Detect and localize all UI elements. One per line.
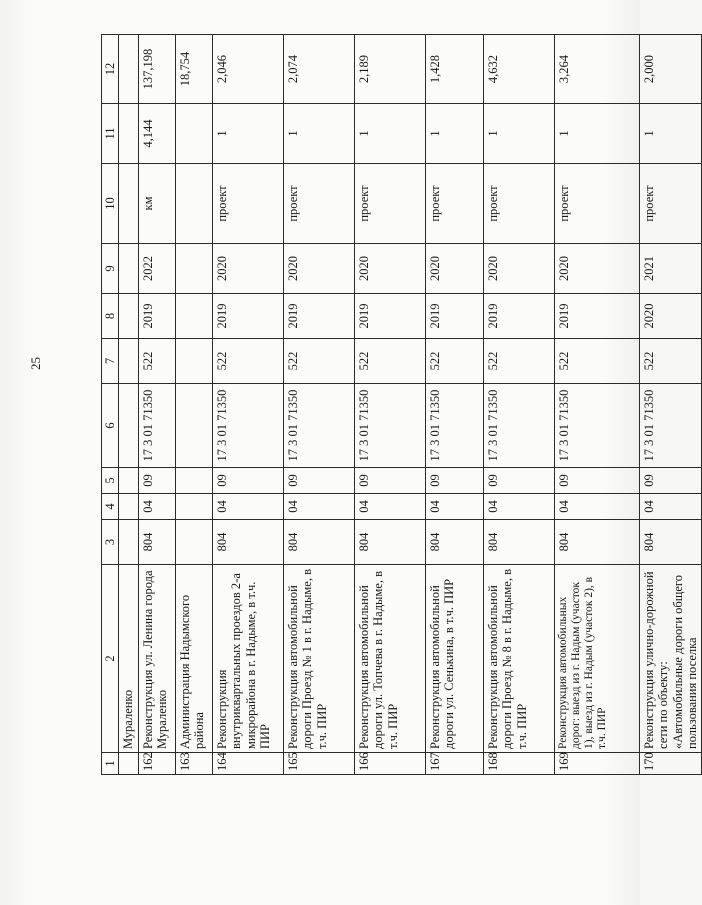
- table-cell: [175, 294, 212, 339]
- table-cell: 04: [554, 494, 639, 520]
- table-cell: [175, 520, 212, 565]
- rotated-table-container: [101, 35, 699, 775]
- table-cell: 522: [483, 339, 554, 384]
- table-cell: проект: [425, 164, 483, 244]
- table-row: [175, 35, 212, 775]
- table-cell: 09: [283, 468, 354, 494]
- table-cell: 09: [483, 468, 554, 494]
- page-number: 25: [28, 357, 43, 370]
- table-cell: 2020: [554, 244, 639, 294]
- table-cell: 04: [212, 494, 283, 520]
- column-header: 12: [102, 35, 119, 104]
- table-cell: 2019: [138, 294, 175, 339]
- table-row: [425, 35, 483, 775]
- table-cell: 2019: [212, 294, 283, 339]
- table-cell: 804: [639, 520, 702, 565]
- table-cell: 162: [138, 753, 175, 775]
- table-cell: 170: [639, 753, 702, 775]
- table-cell: [119, 104, 138, 164]
- road-objects-table: [101, 34, 702, 775]
- table-cell: 09: [212, 468, 283, 494]
- column-header: 2: [102, 565, 119, 753]
- table-cell: [175, 339, 212, 384]
- table-cell: Реконструкция автомобильной дороги ул. Топчева в г. Надыме, в т.ч. ПИР: [354, 565, 425, 753]
- table-cell: [119, 339, 138, 384]
- column-number-row: [102, 35, 119, 775]
- table-cell: 17 3 01 71350: [138, 384, 175, 468]
- table-cell: 04: [138, 494, 175, 520]
- table-cell: [119, 35, 138, 104]
- table-cell: проект: [639, 164, 702, 244]
- table-cell: 17 3 01 71350: [354, 384, 425, 468]
- table-cell: [175, 494, 212, 520]
- table-cell: 09: [554, 468, 639, 494]
- table-cell: 1: [354, 104, 425, 164]
- column-header: 5: [102, 468, 119, 494]
- table-cell: 04: [483, 494, 554, 520]
- table-cell: 2019: [354, 294, 425, 339]
- table-cell: 09: [138, 468, 175, 494]
- table-cell: 4,144: [138, 104, 175, 164]
- table-cell: 804: [138, 520, 175, 565]
- table-cell: 2,000: [639, 35, 702, 104]
- table-cell: 2,074: [283, 35, 354, 104]
- table-cell: 804: [212, 520, 283, 565]
- table-cell: 2020: [639, 294, 702, 339]
- table-cell: 1,428: [425, 35, 483, 104]
- table-cell: 2020: [354, 244, 425, 294]
- table-cell: 2019: [425, 294, 483, 339]
- column-header: 10: [102, 164, 119, 244]
- table-cell: 18,754: [175, 35, 212, 104]
- table-cell: 1: [425, 104, 483, 164]
- table-cell: 522: [283, 339, 354, 384]
- table-cell: 2,189: [354, 35, 425, 104]
- table-cell: 1: [554, 104, 639, 164]
- table-cell: Мураленко: [119, 565, 138, 753]
- table-cell: 522: [212, 339, 283, 384]
- table-cell: 137,198: [138, 35, 175, 104]
- table-cell: [119, 520, 138, 565]
- table-cell: 1: [639, 104, 702, 164]
- table-cell: 2019: [554, 294, 639, 339]
- table-cell: 163: [175, 753, 212, 775]
- table-cell: Реконструкция улично-дорожной сети по объекту: «Автомобильные дороги общего пользования поселка: [639, 565, 702, 753]
- table-cell: [119, 468, 138, 494]
- table-cell: 17 3 01 71350: [483, 384, 554, 468]
- table-cell: 17 3 01 71350: [639, 384, 702, 468]
- table-cell: Реконструкция внутриквартальных проездов 2-а микрорайона в г. Надыме, в т.ч. ПИР: [212, 565, 283, 753]
- table-cell: 09: [639, 468, 702, 494]
- table-cell: [119, 753, 138, 775]
- table-cell: [175, 244, 212, 294]
- table-cell: 1: [212, 104, 283, 164]
- table-cell: 2020: [425, 244, 483, 294]
- table-row: [212, 35, 283, 775]
- table-cell: проект: [354, 164, 425, 244]
- table-cell: Реконструкция автомобильных дорог: выезд из г. Надым (участок 1), выезд из г. Надым (участок 2), в т.ч. ПИР: [554, 565, 639, 753]
- table-cell: 2021: [639, 244, 702, 294]
- table-cell: 04: [639, 494, 702, 520]
- column-header: 3: [102, 520, 119, 565]
- table-cell: 2022: [138, 244, 175, 294]
- table-cell: 04: [283, 494, 354, 520]
- table-cell: 09: [354, 468, 425, 494]
- table-cell: [175, 468, 212, 494]
- table-row: [554, 35, 639, 775]
- table-cell: 166: [354, 753, 425, 775]
- column-header: 9: [102, 244, 119, 294]
- table-cell: 17 3 01 71350: [283, 384, 354, 468]
- table-cell: 804: [425, 520, 483, 565]
- table-cell: 2020: [212, 244, 283, 294]
- table-cell: проект: [554, 164, 639, 244]
- table-cell: Реконструкция автомобильной дороги Проезд № 1 в г. Надыме, в т.ч. ПИР: [283, 565, 354, 753]
- table-cell: 167: [425, 753, 483, 775]
- table-cell: 2,046: [212, 35, 283, 104]
- column-header: 6: [102, 384, 119, 468]
- table-cell: 2020: [483, 244, 554, 294]
- table-cell: 4,632: [483, 35, 554, 104]
- table-cell: Реконструкция автомобильной дороги Проезд № 8 в г. Надыме, в т.ч. ПИР: [483, 565, 554, 753]
- table-row: [138, 35, 175, 775]
- table-cell: Реконструкция автомобильной дороги ул. Сенькина, в т.ч. ПИР: [425, 565, 483, 753]
- table-cell: Администрация Надымского района: [175, 565, 212, 753]
- table-cell: 804: [483, 520, 554, 565]
- table-cell: 04: [354, 494, 425, 520]
- table-cell: 3,264: [554, 35, 639, 104]
- table-cell: [119, 494, 138, 520]
- table-cell: 804: [283, 520, 354, 565]
- column-header: 11: [102, 104, 119, 164]
- table-cell: 522: [138, 339, 175, 384]
- table-cell: 2019: [483, 294, 554, 339]
- table-cell: 804: [354, 520, 425, 565]
- table-cell: [119, 384, 138, 468]
- table-cell: 522: [639, 339, 702, 384]
- table-cell: 1: [483, 104, 554, 164]
- table-cell: [119, 294, 138, 339]
- table-cell: [175, 384, 212, 468]
- table-cell: [119, 164, 138, 244]
- table-cell: проект: [283, 164, 354, 244]
- column-header: 7: [102, 339, 119, 384]
- table-row: [639, 35, 702, 775]
- table-cell: 164: [212, 753, 283, 775]
- table-cell: [119, 244, 138, 294]
- table-row: [283, 35, 354, 775]
- table-cell: 522: [554, 339, 639, 384]
- table-cell: [175, 104, 212, 164]
- table-cell: Реконструкция ул. Ленина города Мураленко: [138, 565, 175, 753]
- table-cell: 522: [425, 339, 483, 384]
- table-cell: 17 3 01 71350: [212, 384, 283, 468]
- table-cell: 168: [483, 753, 554, 775]
- table-cell: 804: [554, 520, 639, 565]
- table-cell: 522: [354, 339, 425, 384]
- table-cell: 165: [283, 753, 354, 775]
- table-cell: [175, 164, 212, 244]
- column-header: 4: [102, 494, 119, 520]
- table-row: [483, 35, 554, 775]
- table-body: [119, 35, 702, 775]
- table-cell: 04: [425, 494, 483, 520]
- table-row: [354, 35, 425, 775]
- table-row: [119, 35, 138, 775]
- table-cell: 1: [283, 104, 354, 164]
- table-cell: 2019: [283, 294, 354, 339]
- table-cell: 09: [425, 468, 483, 494]
- column-header: 8: [102, 294, 119, 339]
- table-cell: 2020: [283, 244, 354, 294]
- table-cell: проект: [483, 164, 554, 244]
- table-cell: 169: [554, 753, 639, 775]
- table-cell: 17 3 01 71350: [554, 384, 639, 468]
- column-header: 1: [102, 753, 119, 775]
- table-cell: км: [138, 164, 175, 244]
- table-cell: проект: [212, 164, 283, 244]
- table-cell: 17 3 01 71350: [425, 384, 483, 468]
